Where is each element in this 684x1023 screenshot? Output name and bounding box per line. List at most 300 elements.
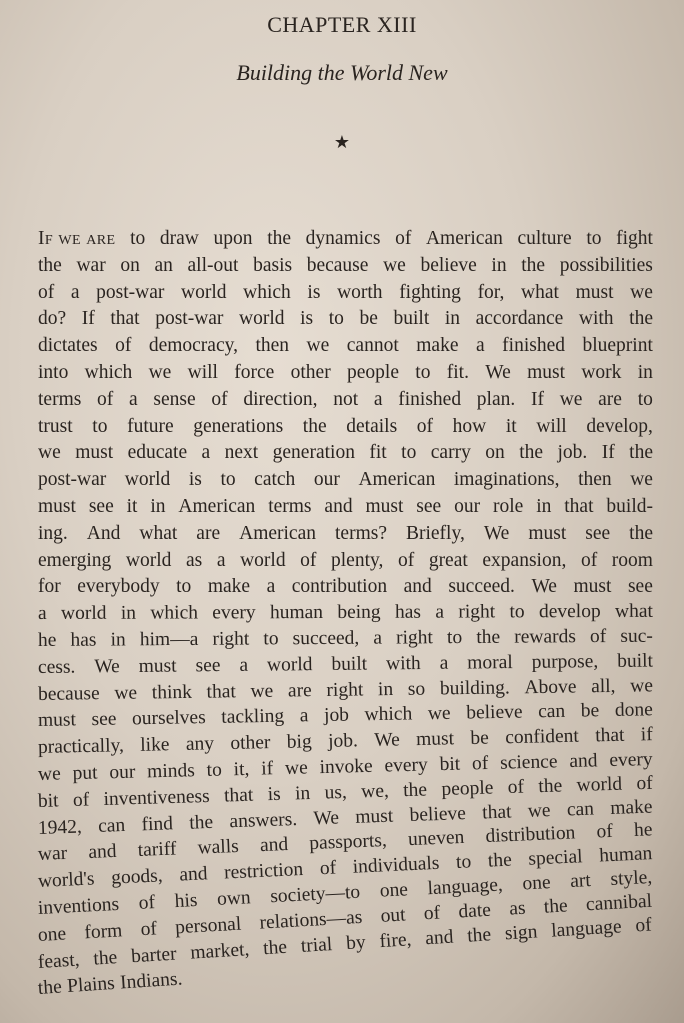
word: culture bbox=[517, 228, 572, 249]
word: great bbox=[428, 549, 468, 571]
word: see bbox=[195, 654, 221, 677]
word: one bbox=[521, 871, 552, 895]
word: and bbox=[324, 495, 353, 517]
word: human bbox=[269, 602, 324, 624]
word: feast, bbox=[37, 948, 81, 973]
text-line bbox=[38, 306, 653, 333]
word: him—a bbox=[139, 628, 199, 651]
word: tariff bbox=[137, 838, 177, 862]
word: the bbox=[543, 895, 569, 918]
word: contribution bbox=[291, 576, 388, 598]
word: and bbox=[569, 750, 598, 772]
word: we bbox=[114, 682, 138, 704]
word: of bbox=[580, 549, 598, 571]
word: how bbox=[452, 415, 487, 437]
word: be bbox=[470, 727, 490, 750]
word: which bbox=[150, 602, 199, 624]
word: We bbox=[531, 576, 557, 598]
word: and bbox=[424, 926, 455, 949]
word: trust bbox=[38, 415, 73, 437]
word: special bbox=[527, 846, 583, 870]
word: with bbox=[578, 308, 614, 330]
word: inventiveness bbox=[103, 785, 210, 810]
word: American bbox=[239, 522, 316, 544]
word: of bbox=[596, 821, 614, 843]
word: a bbox=[476, 335, 485, 357]
word: as bbox=[185, 549, 203, 571]
word: in bbox=[294, 782, 311, 805]
word: draw bbox=[159, 228, 199, 249]
word: is bbox=[307, 281, 321, 303]
word: sign bbox=[504, 920, 539, 944]
word: everybody bbox=[77, 576, 160, 598]
word: not bbox=[333, 388, 359, 410]
word: barter bbox=[130, 943, 178, 967]
word: being bbox=[337, 601, 381, 624]
word: people bbox=[441, 777, 494, 800]
word: that bbox=[564, 495, 594, 517]
word: Indians. bbox=[119, 968, 184, 994]
word: restriction bbox=[223, 859, 304, 884]
word: terms bbox=[38, 388, 82, 410]
word: job. bbox=[327, 730, 359, 753]
word: built bbox=[331, 653, 368, 675]
word: If bbox=[81, 308, 95, 330]
word: world's bbox=[37, 868, 95, 893]
word: right bbox=[396, 627, 433, 649]
word: the bbox=[487, 849, 513, 872]
word: see bbox=[416, 495, 442, 517]
text-line bbox=[38, 467, 653, 494]
word: society—to bbox=[269, 881, 361, 908]
word: we bbox=[37, 763, 61, 785]
word: terms? bbox=[335, 522, 387, 544]
word: We bbox=[94, 655, 120, 678]
word: into bbox=[38, 361, 69, 383]
word: of bbox=[115, 335, 132, 357]
word: the bbox=[262, 936, 288, 959]
word: then bbox=[255, 335, 290, 357]
text-line bbox=[38, 333, 653, 360]
word: we bbox=[630, 281, 653, 303]
word: terms bbox=[268, 495, 312, 517]
word: a bbox=[435, 601, 445, 623]
text-line bbox=[38, 253, 653, 280]
word: in bbox=[444, 308, 461, 330]
word: of bbox=[507, 776, 525, 798]
word: and bbox=[403, 576, 432, 598]
word: a bbox=[216, 549, 226, 571]
word: right bbox=[326, 679, 364, 701]
word: any bbox=[185, 733, 215, 756]
word: to bbox=[509, 601, 525, 623]
word: one bbox=[37, 923, 67, 946]
word: see bbox=[627, 576, 653, 598]
chapter-number: CHAPTER XIII bbox=[267, 12, 417, 37]
word: must bbox=[37, 709, 77, 732]
word: all-out bbox=[187, 254, 239, 276]
word: the bbox=[37, 976, 63, 1000]
word: believe bbox=[466, 701, 523, 724]
word: will bbox=[536, 415, 567, 437]
word: Above bbox=[524, 676, 577, 698]
word: world bbox=[240, 549, 286, 571]
word: tackling bbox=[221, 706, 285, 729]
word: the bbox=[267, 228, 292, 249]
word: practically, bbox=[37, 735, 125, 759]
word: we bbox=[630, 674, 654, 697]
word: out bbox=[380, 904, 407, 927]
word: direction, bbox=[243, 388, 318, 410]
word: world bbox=[239, 308, 285, 330]
word: the bbox=[538, 775, 563, 797]
word: of bbox=[397, 549, 415, 571]
word: believe bbox=[409, 802, 467, 826]
word: goods, bbox=[110, 865, 164, 889]
word: generations bbox=[193, 415, 284, 437]
word: We bbox=[483, 522, 510, 544]
word: are bbox=[598, 388, 622, 410]
word: sense bbox=[153, 388, 196, 410]
word: the bbox=[629, 522, 653, 544]
text-line bbox=[38, 414, 653, 441]
word: We bbox=[485, 361, 511, 383]
word: the bbox=[302, 415, 327, 437]
word: answers. bbox=[229, 808, 298, 832]
word: of bbox=[634, 913, 653, 936]
word: like bbox=[140, 734, 170, 756]
word: of bbox=[97, 388, 114, 410]
word: one bbox=[379, 879, 409, 902]
word: of bbox=[211, 388, 228, 410]
word: democracy, bbox=[148, 335, 238, 357]
word: next bbox=[224, 442, 259, 464]
word: plan. bbox=[476, 388, 516, 410]
word: we bbox=[284, 757, 308, 779]
word: finished bbox=[398, 388, 462, 410]
word: every bbox=[212, 602, 256, 624]
word: the bbox=[402, 779, 428, 801]
word: is bbox=[300, 308, 314, 330]
word: of bbox=[471, 752, 489, 775]
word: by bbox=[345, 931, 367, 954]
word: in bbox=[150, 495, 166, 517]
word: science bbox=[499, 751, 558, 774]
word: Plains bbox=[66, 973, 116, 998]
word: language, bbox=[427, 874, 504, 900]
word: invoke bbox=[319, 755, 373, 779]
word: details bbox=[346, 415, 398, 437]
word: our bbox=[454, 495, 481, 517]
word: see bbox=[585, 522, 611, 544]
word: think bbox=[151, 681, 193, 703]
word: we bbox=[148, 361, 172, 383]
word: we bbox=[527, 799, 551, 822]
word: upon bbox=[213, 228, 253, 249]
word: make bbox=[416, 335, 459, 357]
word: American bbox=[358, 469, 436, 491]
word: which bbox=[364, 703, 413, 726]
star-ornament-icon: ★ bbox=[333, 132, 351, 153]
word: of bbox=[300, 549, 317, 571]
word: the bbox=[188, 811, 214, 834]
word: a bbox=[439, 652, 449, 674]
word: a bbox=[373, 627, 383, 649]
word: walls bbox=[197, 836, 240, 859]
word: in bbox=[491, 254, 507, 276]
word: in bbox=[637, 361, 653, 383]
word: can bbox=[97, 814, 126, 837]
word: post-war bbox=[155, 308, 224, 330]
word: has bbox=[394, 601, 422, 623]
word: put bbox=[72, 762, 98, 785]
word: will bbox=[187, 361, 218, 383]
word: must bbox=[573, 576, 612, 598]
word: to bbox=[415, 361, 431, 383]
text-line bbox=[38, 387, 653, 414]
word: plenty, bbox=[331, 549, 384, 571]
word: to bbox=[92, 415, 108, 437]
word: in bbox=[110, 629, 126, 651]
word: develop, bbox=[586, 415, 653, 437]
word: the bbox=[521, 254, 546, 276]
word: role bbox=[492, 495, 524, 517]
word: the bbox=[629, 308, 653, 330]
word: must bbox=[415, 728, 455, 751]
word: war bbox=[37, 843, 68, 866]
word: of bbox=[38, 281, 55, 303]
word: to bbox=[455, 851, 472, 874]
word: If bbox=[601, 442, 615, 464]
word: world bbox=[181, 281, 227, 303]
word: must bbox=[575, 281, 614, 303]
word: passports, bbox=[308, 830, 388, 855]
word: develop bbox=[538, 601, 601, 623]
word: make bbox=[609, 796, 653, 819]
word: fighting bbox=[399, 281, 461, 303]
word: and bbox=[87, 841, 117, 864]
word: educate bbox=[127, 442, 188, 464]
word: every bbox=[384, 754, 429, 777]
word: inventions bbox=[37, 893, 120, 919]
word: what bbox=[615, 601, 653, 623]
word: be bbox=[580, 700, 600, 722]
word: future bbox=[127, 415, 174, 437]
word: believe bbox=[420, 254, 477, 276]
word: ing. bbox=[38, 522, 68, 544]
word: to bbox=[446, 626, 463, 649]
word: that bbox=[481, 801, 512, 824]
word: a bbox=[37, 603, 47, 625]
word: dynamics bbox=[305, 228, 381, 249]
word: us, bbox=[324, 781, 348, 804]
word: to bbox=[206, 759, 223, 781]
word: to bbox=[586, 228, 602, 249]
word: the bbox=[92, 946, 118, 970]
word: on bbox=[120, 254, 140, 276]
word: of bbox=[589, 625, 607, 648]
word: carry bbox=[430, 442, 471, 464]
word: cannibal bbox=[585, 890, 653, 916]
word: blueprint bbox=[582, 335, 653, 357]
word: that bbox=[110, 308, 140, 330]
word: ourselves bbox=[131, 707, 206, 730]
word: post-war bbox=[96, 281, 165, 303]
word: can bbox=[537, 701, 566, 723]
word: we bbox=[427, 703, 451, 725]
word: to bbox=[130, 228, 146, 249]
word: Briefly, bbox=[405, 522, 465, 544]
word: fire, bbox=[378, 928, 413, 952]
word: human bbox=[598, 843, 653, 867]
word: what bbox=[521, 281, 559, 303]
word: right bbox=[212, 628, 250, 650]
word: own bbox=[216, 887, 252, 910]
word: date bbox=[457, 899, 492, 923]
word: We bbox=[374, 729, 400, 752]
word: we bbox=[38, 442, 61, 464]
word: of bbox=[423, 902, 441, 925]
text-line bbox=[38, 280, 653, 307]
word: language bbox=[550, 915, 623, 942]
word: a bbox=[239, 654, 249, 676]
word: to bbox=[401, 442, 417, 464]
word: to bbox=[263, 628, 279, 650]
word: and bbox=[178, 863, 208, 886]
word: expansion, bbox=[482, 549, 567, 571]
word: an bbox=[154, 254, 173, 276]
word: 1942, bbox=[37, 816, 83, 839]
word: fit. bbox=[446, 361, 469, 383]
word: other bbox=[230, 732, 271, 755]
word: see bbox=[91, 708, 117, 731]
word: he bbox=[37, 629, 57, 651]
word: a bbox=[201, 442, 211, 464]
word: the bbox=[519, 442, 544, 464]
word: personal bbox=[174, 913, 242, 939]
text-line bbox=[38, 360, 653, 387]
word: purpose, bbox=[531, 650, 599, 673]
word: the bbox=[629, 442, 653, 464]
word: because bbox=[37, 682, 100, 705]
word: is bbox=[188, 469, 202, 491]
word: emerging bbox=[38, 549, 112, 571]
word: has bbox=[70, 629, 97, 651]
word: which bbox=[84, 361, 133, 383]
word: cannot bbox=[346, 335, 399, 357]
word: to bbox=[637, 388, 653, 410]
word: trial bbox=[300, 933, 333, 957]
word: suc- bbox=[620, 625, 653, 647]
lead-in-smallcaps: If we are bbox=[38, 228, 116, 249]
word: succeed. bbox=[448, 576, 515, 598]
word: all, bbox=[590, 675, 616, 697]
word: post-war bbox=[38, 469, 107, 491]
word: fit bbox=[369, 442, 387, 464]
word: we bbox=[559, 388, 583, 410]
text-line bbox=[38, 548, 653, 575]
word: world bbox=[60, 602, 107, 625]
word: finished bbox=[502, 335, 565, 357]
word: every bbox=[609, 748, 653, 771]
word: of bbox=[138, 892, 156, 914]
word: it, bbox=[233, 758, 250, 781]
word: uneven bbox=[407, 827, 465, 851]
word: of bbox=[319, 857, 337, 880]
word: can bbox=[566, 798, 595, 821]
word: rewards bbox=[514, 626, 576, 648]
word: is bbox=[267, 783, 282, 805]
word: of bbox=[395, 228, 412, 249]
word: what bbox=[139, 522, 178, 544]
word: so bbox=[407, 678, 426, 700]
word: other bbox=[290, 361, 331, 383]
word: he bbox=[633, 819, 653, 842]
word: are bbox=[196, 522, 221, 544]
word: job bbox=[323, 704, 350, 727]
word: find bbox=[141, 812, 174, 835]
word: bit bbox=[37, 790, 59, 812]
word: built bbox=[617, 650, 654, 672]
word: on bbox=[485, 442, 505, 464]
word: it bbox=[126, 495, 138, 517]
word: must bbox=[75, 442, 114, 464]
word: if bbox=[260, 758, 274, 780]
word: form bbox=[83, 920, 123, 944]
word: we bbox=[630, 469, 653, 491]
word: of bbox=[636, 772, 654, 794]
text-line bbox=[38, 494, 653, 521]
word: fight bbox=[616, 228, 653, 249]
word: must bbox=[365, 495, 404, 517]
word: work bbox=[581, 361, 622, 383]
word: right bbox=[458, 601, 496, 623]
word: make bbox=[207, 576, 251, 598]
word: If bbox=[530, 388, 544, 410]
word: American bbox=[178, 495, 256, 517]
text-line bbox=[38, 574, 653, 601]
word: in bbox=[120, 602, 137, 624]
body-text bbox=[38, 226, 653, 1003]
word: world bbox=[576, 773, 623, 796]
word: job. bbox=[557, 442, 588, 464]
word: in bbox=[536, 495, 552, 517]
word: with bbox=[385, 652, 421, 675]
word: must bbox=[527, 361, 566, 383]
word: We bbox=[313, 807, 340, 829]
word: a bbox=[129, 388, 138, 410]
word: American bbox=[425, 228, 503, 249]
word: individuals bbox=[352, 852, 440, 878]
text-line bbox=[38, 521, 653, 548]
word: that bbox=[223, 784, 254, 807]
word: confident bbox=[504, 725, 580, 749]
word: and bbox=[259, 834, 289, 857]
word: cess. bbox=[37, 656, 76, 678]
word: of bbox=[416, 415, 434, 437]
word: it bbox=[505, 415, 517, 437]
word: style, bbox=[609, 866, 653, 890]
word: built bbox=[393, 308, 430, 330]
word: succeed, bbox=[292, 627, 360, 650]
word: to bbox=[176, 576, 192, 598]
word: must bbox=[354, 805, 394, 828]
word: must bbox=[38, 495, 76, 517]
chapter-title: Building the World New bbox=[236, 60, 448, 85]
word: which bbox=[243, 281, 291, 303]
word: the bbox=[38, 254, 62, 276]
word: basis bbox=[253, 254, 293, 276]
